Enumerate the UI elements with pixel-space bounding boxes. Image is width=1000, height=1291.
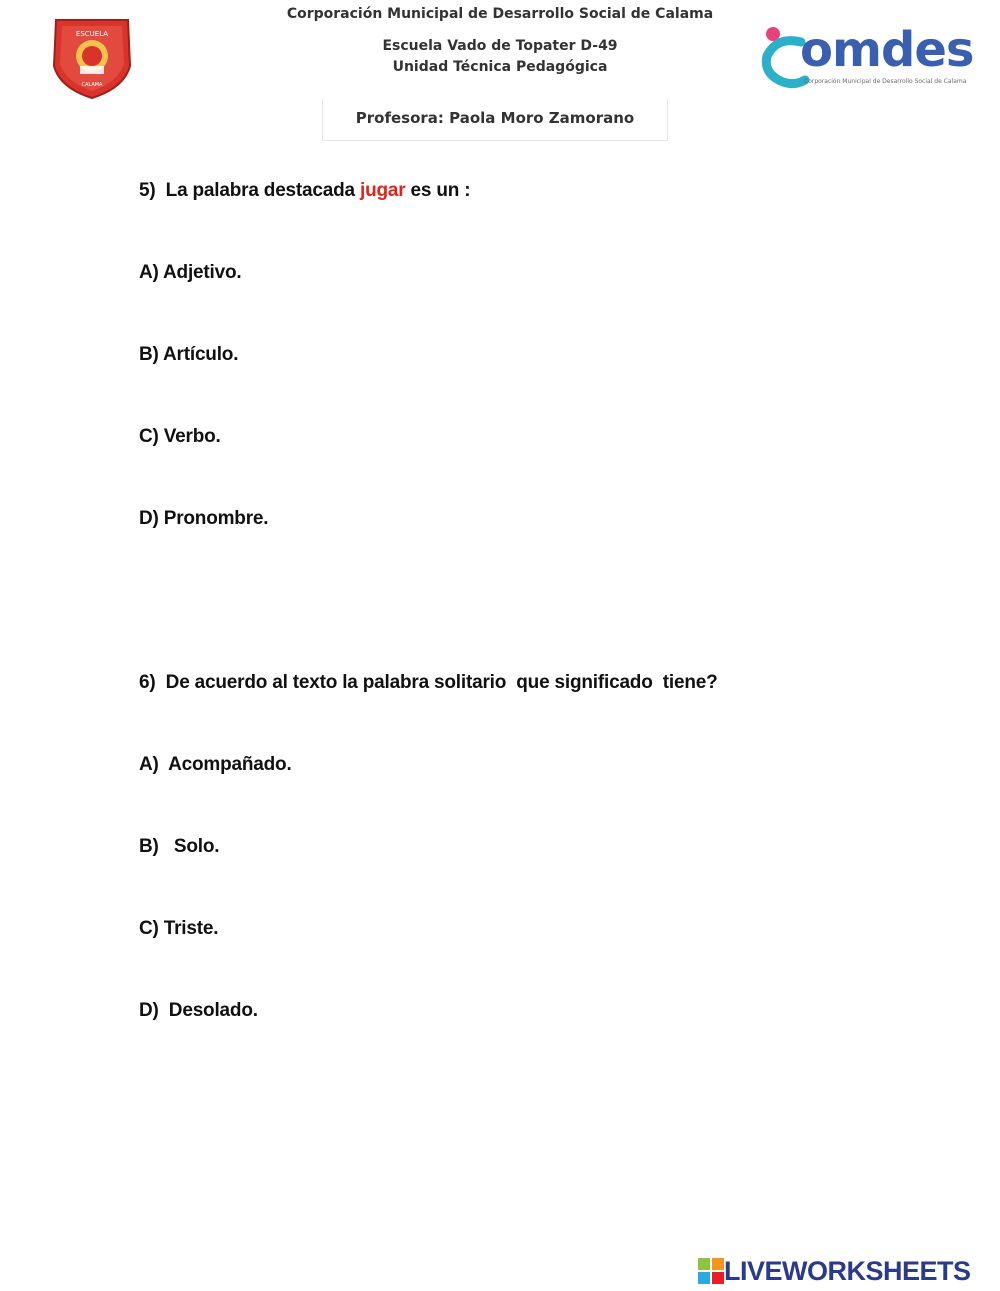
question-6-number: 6) bbox=[139, 672, 156, 693]
teacher-name: Profesora: Paola Moro Zamorano bbox=[355, 109, 635, 127]
badge-top-text: ESCUELA bbox=[75, 30, 109, 38]
question-6-text: De acuerdo al texto la palabra solitario que significado tiene? bbox=[165, 672, 718, 693]
question-5-number: 5) bbox=[139, 180, 156, 201]
question-5-option-b[interactable]: B) Artículo. bbox=[139, 344, 239, 365]
header-unit: Unidad Técnica Pedagógica bbox=[392, 59, 608, 75]
question-6 bbox=[139, 672, 718, 694]
question-5-option-c[interactable]: C) Verbo. bbox=[139, 426, 221, 447]
question-5-text-before: La palabra destacada bbox=[165, 180, 361, 201]
header-school: Escuela Vado de Topater D-49 bbox=[382, 38, 618, 54]
header-corporation: Corporación Municipal de Desarrollo Social de Calama bbox=[286, 6, 714, 22]
comdes-logo-word: omdes bbox=[800, 22, 974, 78]
question-6-option-d[interactable]: D) Desolado. bbox=[139, 1000, 258, 1021]
question-5-text-after: es un : bbox=[405, 180, 471, 201]
question-6-option-a[interactable]: A) Acompañado. bbox=[139, 754, 292, 775]
question-6-option-b[interactable]: B) Solo. bbox=[139, 836, 220, 857]
comdes-logo-subtitle: Corporación Municipal de Desarrollo Social de Calama bbox=[804, 78, 967, 85]
school-crest-icon bbox=[50, 14, 134, 100]
question-5 bbox=[139, 180, 470, 202]
liveworksheets-logo-icon bbox=[698, 1258, 724, 1284]
question-5-option-d[interactable]: D) Pronombre. bbox=[139, 508, 269, 529]
liveworksheets-brand bbox=[698, 1253, 971, 1289]
question-6-option-c[interactable]: C) Triste. bbox=[139, 918, 219, 939]
question-5-highlight: jugar bbox=[360, 180, 406, 201]
teacher-box bbox=[322, 99, 668, 141]
question-5-option-a[interactable]: A) Adjetivo. bbox=[139, 262, 242, 283]
badge-bottom-text: CALAMA bbox=[81, 82, 103, 88]
liveworksheets-word: LIVEWORKSHEETS bbox=[724, 1255, 971, 1286]
